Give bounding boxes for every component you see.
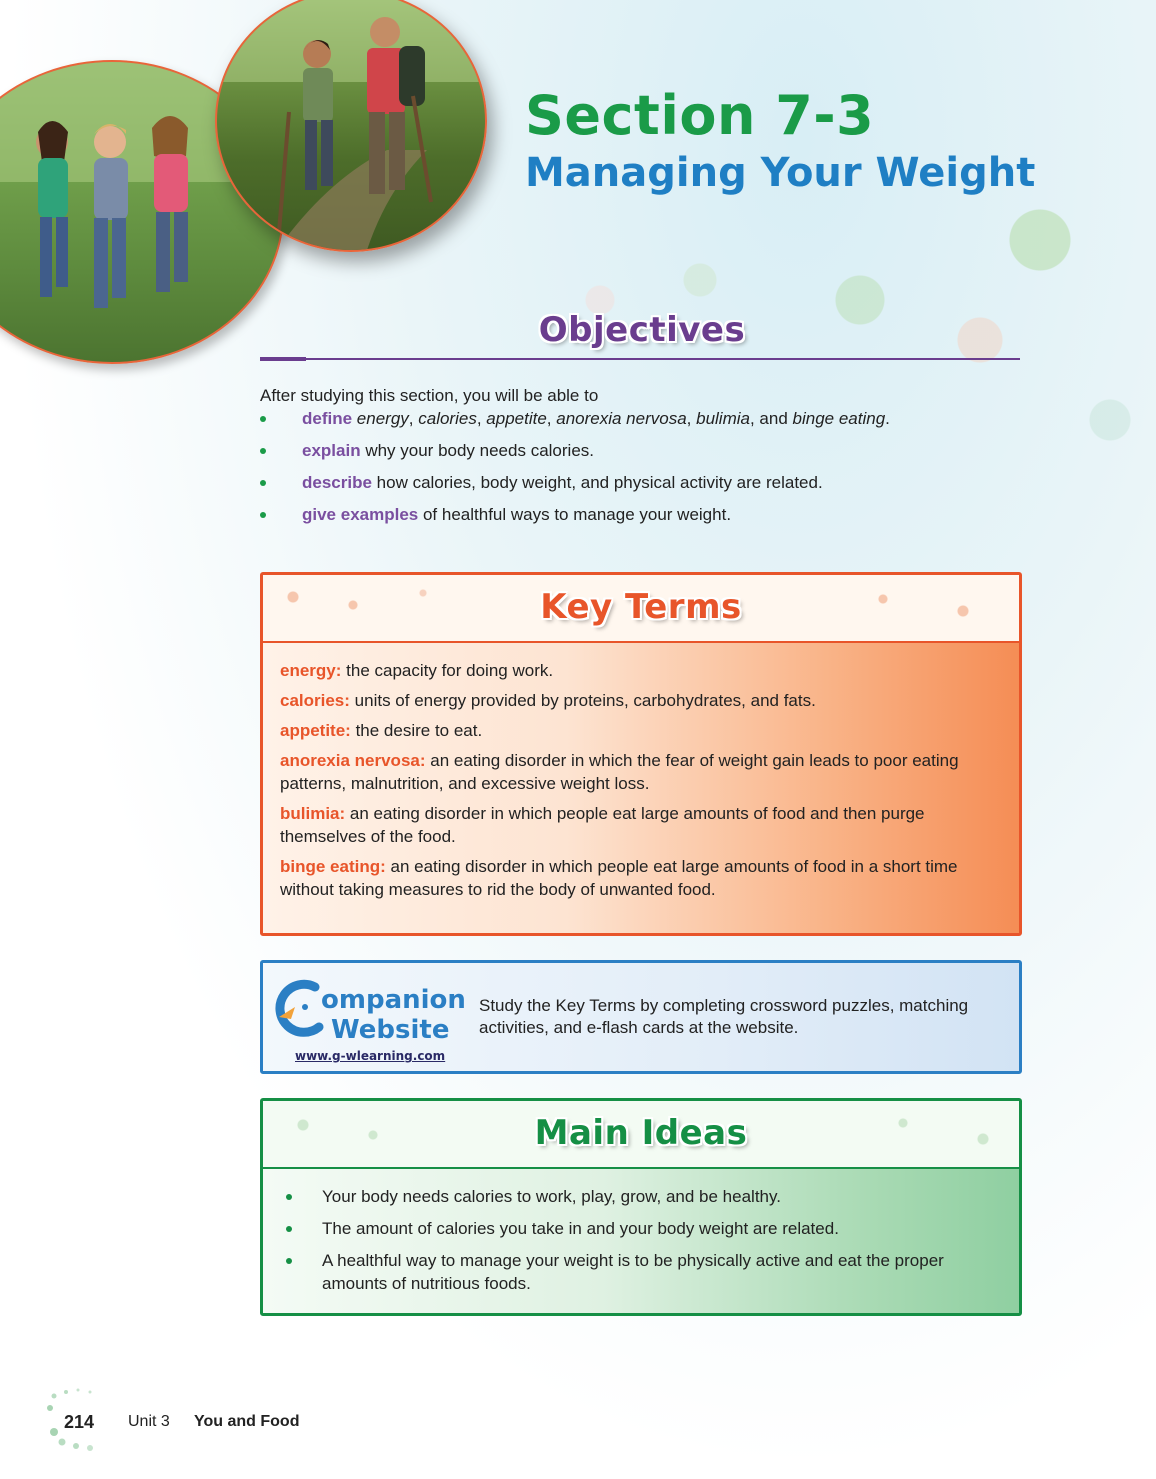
objective-term: anorexia nervosa bbox=[556, 409, 687, 428]
key-term-word: appetite: bbox=[280, 721, 351, 740]
objective-item bbox=[260, 504, 1040, 536]
key-term-definition: the capacity for doing work. bbox=[341, 661, 554, 680]
objective-term: bulimia bbox=[696, 409, 750, 428]
section-title: Managing Your Weight bbox=[525, 150, 1036, 196]
companion-logo-line1: ompanion bbox=[321, 985, 466, 1015]
objective-text: of healthful ways to manage your weight. bbox=[418, 505, 732, 524]
objectives-list bbox=[260, 408, 1040, 536]
main-idea-item bbox=[280, 1185, 980, 1208]
objective-text: why your body needs calories. bbox=[360, 441, 594, 460]
hikers-illustration bbox=[217, 0, 485, 250]
objectives-heading: Objectives bbox=[538, 310, 746, 350]
companion-website-logo[interactable] bbox=[275, 977, 466, 1063]
objectives-intro: After studying this section, you will be able to bbox=[260, 386, 599, 405]
bullet-icon bbox=[286, 1194, 292, 1200]
objective-term: binge eating bbox=[792, 409, 886, 428]
main-ideas-header bbox=[263, 1101, 1019, 1169]
objective-item bbox=[260, 408, 1040, 440]
objective-item bbox=[260, 440, 1040, 472]
bullet-icon bbox=[260, 448, 266, 454]
main-idea-text: A healthful way to manage your weight is to be physically active and eat the proper amounts of nutritious foods. bbox=[322, 1251, 944, 1293]
objective-text: . bbox=[885, 409, 890, 428]
objective-term: calories bbox=[418, 409, 477, 428]
section-number: Section 7-3 bbox=[525, 84, 875, 147]
key-term bbox=[280, 749, 1010, 795]
objectives-divider bbox=[260, 358, 1020, 360]
objectives-divider-accent bbox=[260, 357, 306, 361]
bullet-icon bbox=[260, 480, 266, 486]
key-terms-heading: Key Terms bbox=[540, 587, 742, 627]
key-terms-header bbox=[263, 575, 1019, 643]
key-term-word: anorexia nervosa: bbox=[280, 751, 426, 770]
main-idea-text: Your body needs calories to work, play, grow, and be healthy. bbox=[322, 1187, 781, 1206]
companion-website-description: Study the Key Terms by completing crossword puzzles, matching activities, and e-flash cards at the website. bbox=[479, 996, 969, 1037]
objective-verb: explain bbox=[302, 441, 361, 460]
objective-text: , bbox=[408, 409, 419, 428]
key-term-definition: an eating disorder in which the fear of weight gain leads to poor eating patterns, malnutrition, and excessive weight loss. bbox=[280, 751, 959, 793]
main-idea-item bbox=[280, 1217, 980, 1240]
key-term-word: binge eating: bbox=[280, 857, 386, 876]
key-term-word: bulimia: bbox=[280, 804, 346, 823]
bullet-icon bbox=[286, 1226, 292, 1232]
unit-label: Unit 3 bbox=[128, 1413, 170, 1430]
page-number: 214 bbox=[64, 1412, 95, 1432]
key-term bbox=[280, 659, 1010, 682]
unit-title: You and Food bbox=[194, 1413, 300, 1430]
objective-text: how calories, body weight, and physical activity are related. bbox=[371, 473, 823, 492]
key-term-definition: an eating disorder in which people eat large amounts of food and then purge themselves of the food. bbox=[280, 804, 925, 846]
key-term-definition: units of energy provided by proteins, carbohydrates, and fats. bbox=[349, 691, 816, 710]
objective-item bbox=[260, 472, 1040, 504]
objective-verb: describe bbox=[302, 473, 372, 492]
key-term-definition: an eating disorder in which people eat large amounts of food in a short time without taking measures to rid the body of unwanted food. bbox=[280, 857, 958, 899]
main-idea-item bbox=[280, 1249, 980, 1295]
objective-verb: give examples bbox=[302, 505, 419, 524]
main-idea-text: The amount of calories you take in and your body weight are related. bbox=[322, 1219, 839, 1238]
objective-term: energy bbox=[356, 409, 409, 428]
key-terms-list bbox=[280, 659, 1010, 908]
key-term bbox=[280, 719, 1010, 742]
bullet-icon bbox=[260, 416, 266, 422]
companion-website-box bbox=[260, 960, 1022, 1074]
key-term-word: energy: bbox=[280, 661, 342, 680]
bullet-icon bbox=[260, 512, 266, 518]
key-term-word: calories: bbox=[280, 691, 350, 710]
companion-website-link[interactable]: www.g-wlearning.com bbox=[295, 1049, 446, 1063]
objective-text: , bbox=[546, 409, 557, 428]
objective-term: appetite bbox=[486, 409, 547, 428]
key-term-definition: the desire to eat. bbox=[350, 721, 483, 740]
key-term bbox=[280, 802, 1010, 848]
companion-logo-line2: Website bbox=[331, 1015, 450, 1045]
main-ideas-list bbox=[280, 1185, 980, 1304]
key-term bbox=[280, 689, 1010, 712]
photo-hikers bbox=[215, 0, 487, 252]
key-terms-box bbox=[260, 572, 1022, 936]
objective-text: , bbox=[476, 409, 487, 428]
bullet-icon bbox=[286, 1258, 292, 1264]
key-term bbox=[280, 855, 1010, 901]
main-ideas-box bbox=[260, 1098, 1022, 1316]
objective-text: , bbox=[686, 409, 697, 428]
objective-text: , and bbox=[749, 409, 793, 428]
main-ideas-heading: Main Ideas bbox=[534, 1113, 748, 1153]
objective-verb: define bbox=[302, 409, 353, 428]
